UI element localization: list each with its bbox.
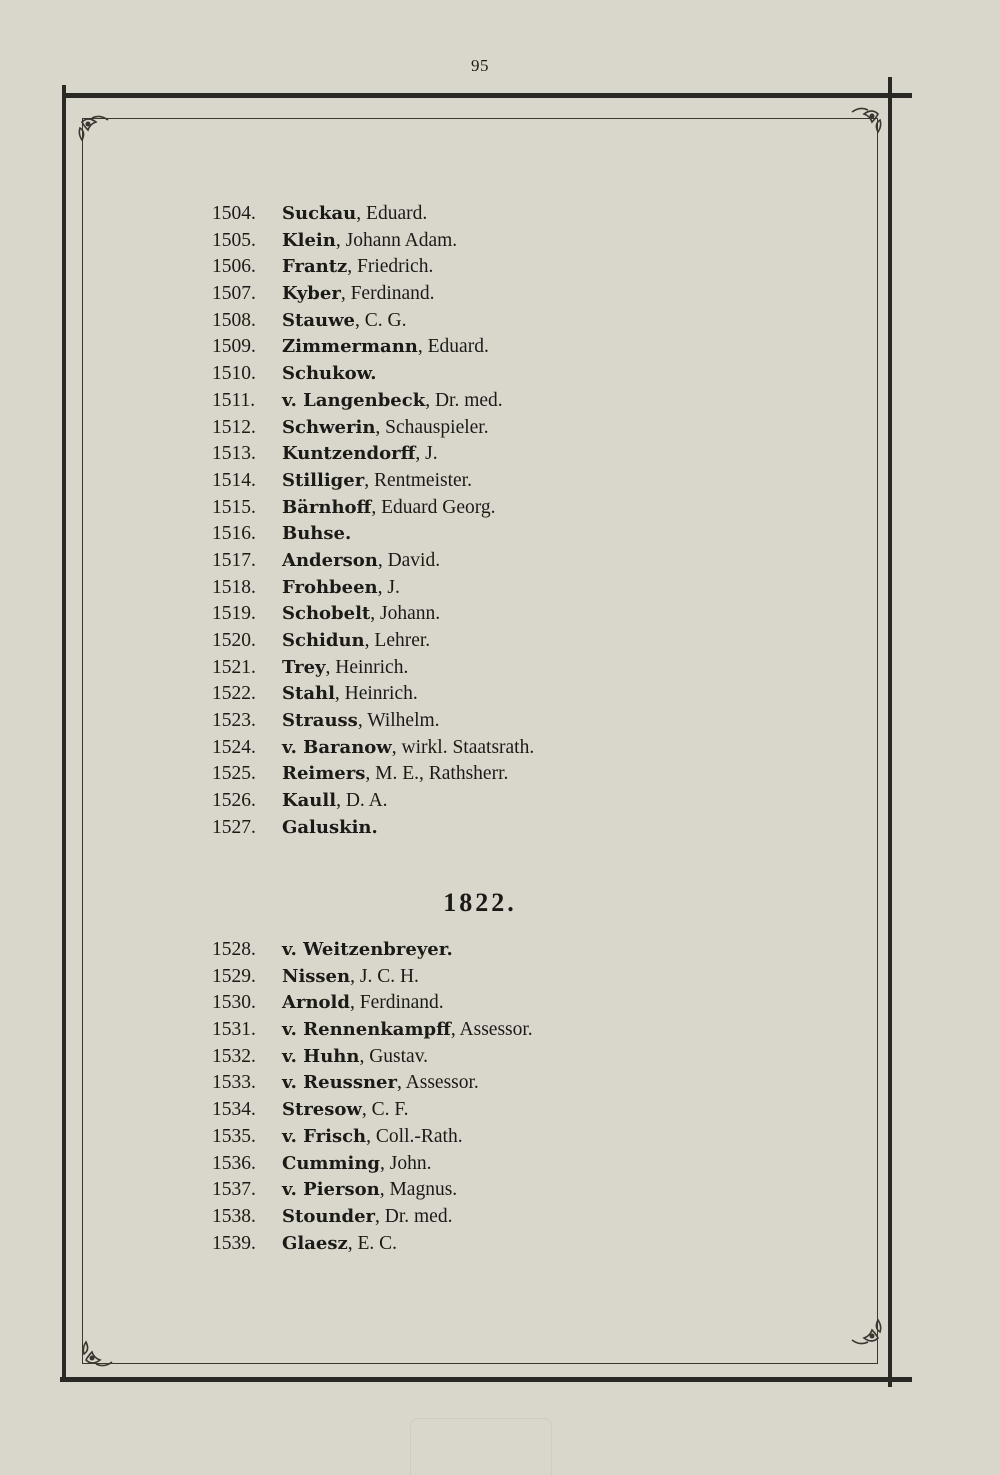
list-item xyxy=(212,1070,692,1097)
entry-surname: Trey xyxy=(282,656,326,678)
entry-details: , David. xyxy=(377,549,441,571)
entry-surname: v. Rennenkampff xyxy=(282,1019,451,1041)
entry-number: 1530. xyxy=(212,992,256,1014)
entry-details: , Coll.-Rath. xyxy=(366,1125,463,1147)
entry-details: , Lehrer. xyxy=(364,630,431,651)
entry-details: , Dr. med. xyxy=(375,1205,453,1227)
list-item xyxy=(212,1231,692,1258)
entry-surname: Schobelt xyxy=(282,603,371,625)
entry-surname: Nissen xyxy=(282,965,351,987)
entry-number: 1539. xyxy=(212,1232,256,1254)
entry-surname: Bärnhoff xyxy=(282,496,372,518)
entry-number: 1512. xyxy=(212,416,256,438)
entry-number: 1508. xyxy=(212,309,256,331)
entry-number: 1525. xyxy=(212,763,256,785)
entry-details: , Rentmeister. xyxy=(364,469,472,491)
entry-details: , J. C. H. xyxy=(350,965,419,987)
list-item xyxy=(212,761,692,788)
entry-details: , Friedrich. xyxy=(347,256,434,278)
entry-details: , Gustav. xyxy=(359,1045,429,1067)
entry-details: , J. xyxy=(377,576,400,598)
entry-details: , Heinrich. xyxy=(334,683,418,705)
list-item xyxy=(212,1044,692,1071)
entry-surname: Zimmermann xyxy=(282,336,418,358)
entry-number: 1533. xyxy=(212,1072,256,1094)
list-item xyxy=(212,990,692,1017)
left-border-rule xyxy=(62,85,66,1380)
entry-details: , M. E., Rathsherr. xyxy=(365,763,509,785)
entry-details: , wirkl. Staatsrath. xyxy=(391,736,535,758)
list-item xyxy=(212,788,692,815)
entry-details: , John. xyxy=(380,1152,432,1174)
entry-number: 1515. xyxy=(212,496,256,518)
entry-surname: Frohbeen xyxy=(282,576,378,598)
entry-surname: Stounder xyxy=(282,1205,376,1227)
entry-surname: Arnold xyxy=(282,992,350,1014)
entry-number: 1505. xyxy=(212,229,256,251)
entry-surname: Suckau xyxy=(282,203,357,224)
corner-ornament-icon xyxy=(78,114,118,154)
entry-surname: Klein xyxy=(282,229,336,251)
entry-details: , Eduard Georg. xyxy=(371,496,496,518)
entry-number: 1514. xyxy=(212,469,256,491)
entry-number: 1538. xyxy=(212,1205,256,1227)
list-item xyxy=(212,281,692,308)
entry-surname: Stauwe xyxy=(282,309,356,331)
list-item xyxy=(212,308,692,335)
list-item xyxy=(212,708,692,735)
list-item xyxy=(212,1124,692,1151)
list-item xyxy=(212,521,692,548)
list-item xyxy=(212,735,692,762)
entry-surname: Anderson xyxy=(282,549,378,571)
list-item xyxy=(212,681,692,708)
list-item xyxy=(212,388,692,415)
entry-number: 1516. xyxy=(212,523,256,545)
list-item xyxy=(212,468,692,495)
bottom-border-rule xyxy=(60,1377,912,1382)
entry-number: 1520. xyxy=(212,630,256,651)
entry-number: 1518. xyxy=(212,576,256,598)
entry-number: 1536. xyxy=(212,1152,256,1174)
member-list-1 xyxy=(212,201,692,842)
list-item xyxy=(212,628,692,655)
year-heading: 1822. xyxy=(443,888,517,917)
list-item xyxy=(212,601,692,628)
list-item xyxy=(212,575,692,602)
entry-number: 1519. xyxy=(212,603,256,625)
entry-number: 1534. xyxy=(212,1099,256,1121)
entry-number: 1529. xyxy=(212,965,256,987)
list-item xyxy=(212,415,692,442)
entry-number: 1509. xyxy=(212,336,256,358)
entry-details: , Magnus. xyxy=(379,1179,458,1201)
list-item xyxy=(212,361,692,388)
corner-ornament-icon xyxy=(842,106,882,146)
entry-number: 1517. xyxy=(212,549,256,571)
entry-details: , C. G. xyxy=(355,309,407,331)
entry-surname: Buhse. xyxy=(282,523,352,545)
entry-number: 1537. xyxy=(212,1179,256,1201)
list-item xyxy=(212,815,692,842)
entry-surname: Schukow. xyxy=(282,363,377,385)
entry-surname: Glaesz xyxy=(282,1232,348,1254)
entry-surname: Frantz xyxy=(282,256,348,278)
entry-number: 1528. xyxy=(212,939,256,960)
entry-surname: Schwerin xyxy=(282,416,376,438)
list-item xyxy=(212,441,692,468)
list-item xyxy=(212,228,692,255)
entry-details: , Assessor. xyxy=(396,1072,479,1094)
entry-number: 1522. xyxy=(212,683,256,705)
list-item xyxy=(212,1204,692,1231)
entry-details: , E. C. xyxy=(347,1232,397,1254)
entry-surname: Kuntzendorff xyxy=(282,443,416,465)
entry-surname: Strauss xyxy=(282,710,358,732)
entry-details: , Schauspieler. xyxy=(375,416,489,438)
entry-number: 1535. xyxy=(212,1125,256,1147)
entry-details: , Johann. xyxy=(370,603,441,625)
entry-number: 1532. xyxy=(212,1045,256,1067)
entry-details: , J. xyxy=(415,443,438,465)
top-border-rule xyxy=(62,93,912,98)
list-item xyxy=(212,1177,692,1204)
entry-surname: v. Baranow xyxy=(282,736,392,758)
entry-number: 1527. xyxy=(212,816,256,838)
entry-number: 1506. xyxy=(212,256,256,278)
entry-number: 1524. xyxy=(212,736,256,758)
entry-surname: v. Frisch xyxy=(282,1125,367,1147)
corner-ornament-icon xyxy=(842,1306,882,1346)
entry-number: 1521. xyxy=(212,656,256,678)
entry-details: , Wilhelm. xyxy=(357,710,440,732)
entry-number: 1513. xyxy=(212,443,256,465)
entry-number: 1504. xyxy=(212,203,256,224)
entry-details: , Dr. med. xyxy=(425,389,503,411)
right-border-rule xyxy=(888,77,892,1387)
entry-surname: Schidun xyxy=(282,630,365,651)
entry-surname: v. Huhn xyxy=(282,1045,360,1067)
list-item xyxy=(212,1151,692,1178)
entry-surname: Stilliger xyxy=(282,469,365,491)
list-item xyxy=(212,495,692,522)
entry-surname: Stresow xyxy=(282,1099,362,1121)
entry-surname: v. Weitzenbreyer. xyxy=(282,939,453,960)
entry-details: , Ferdinand. xyxy=(349,992,444,1014)
entry-surname: v. Pierson xyxy=(282,1179,380,1201)
entry-surname: v. Langenbeck xyxy=(282,389,426,411)
list-item xyxy=(212,1017,692,1044)
entry-details: , C. F. xyxy=(361,1099,409,1121)
list-item xyxy=(212,964,692,991)
entry-number: 1523. xyxy=(212,710,256,732)
entry-surname: Stahl xyxy=(282,683,335,705)
list-item xyxy=(212,201,692,228)
entry-surname: Reimers xyxy=(282,763,366,785)
member-list-2 xyxy=(212,937,692,1257)
entry-number: 1510. xyxy=(212,363,256,385)
list-item xyxy=(212,548,692,575)
entry-surname: Cumming xyxy=(282,1152,381,1174)
entry-details: , Heinrich. xyxy=(325,656,409,678)
entry-details: , Eduard. xyxy=(356,203,428,224)
entry-details: , Johann Adam. xyxy=(335,229,458,251)
entry-surname: Galuskin. xyxy=(282,816,378,838)
list-item xyxy=(212,655,692,682)
entry-surname: Kyber xyxy=(282,283,341,305)
page-number: 95 xyxy=(471,56,489,75)
entry-number: 1511. xyxy=(212,389,256,411)
list-item xyxy=(212,254,692,281)
entry-details: , D. A. xyxy=(336,790,388,812)
list-item xyxy=(212,1097,692,1124)
library-stamp xyxy=(410,1418,552,1475)
entry-details: , Eduard. xyxy=(417,336,489,358)
entry-details: , Ferdinand. xyxy=(340,283,435,305)
entry-surname: v. Reussner xyxy=(282,1072,397,1094)
corner-ornament-icon xyxy=(82,1328,122,1368)
entry-number: 1531. xyxy=(212,1019,256,1041)
list-item xyxy=(212,334,692,361)
list-item xyxy=(212,937,692,964)
entry-number: 1507. xyxy=(212,283,256,305)
entry-surname: Kaull xyxy=(282,790,337,812)
entry-number: 1526. xyxy=(212,790,256,812)
entry-details: , Assessor. xyxy=(450,1019,533,1041)
